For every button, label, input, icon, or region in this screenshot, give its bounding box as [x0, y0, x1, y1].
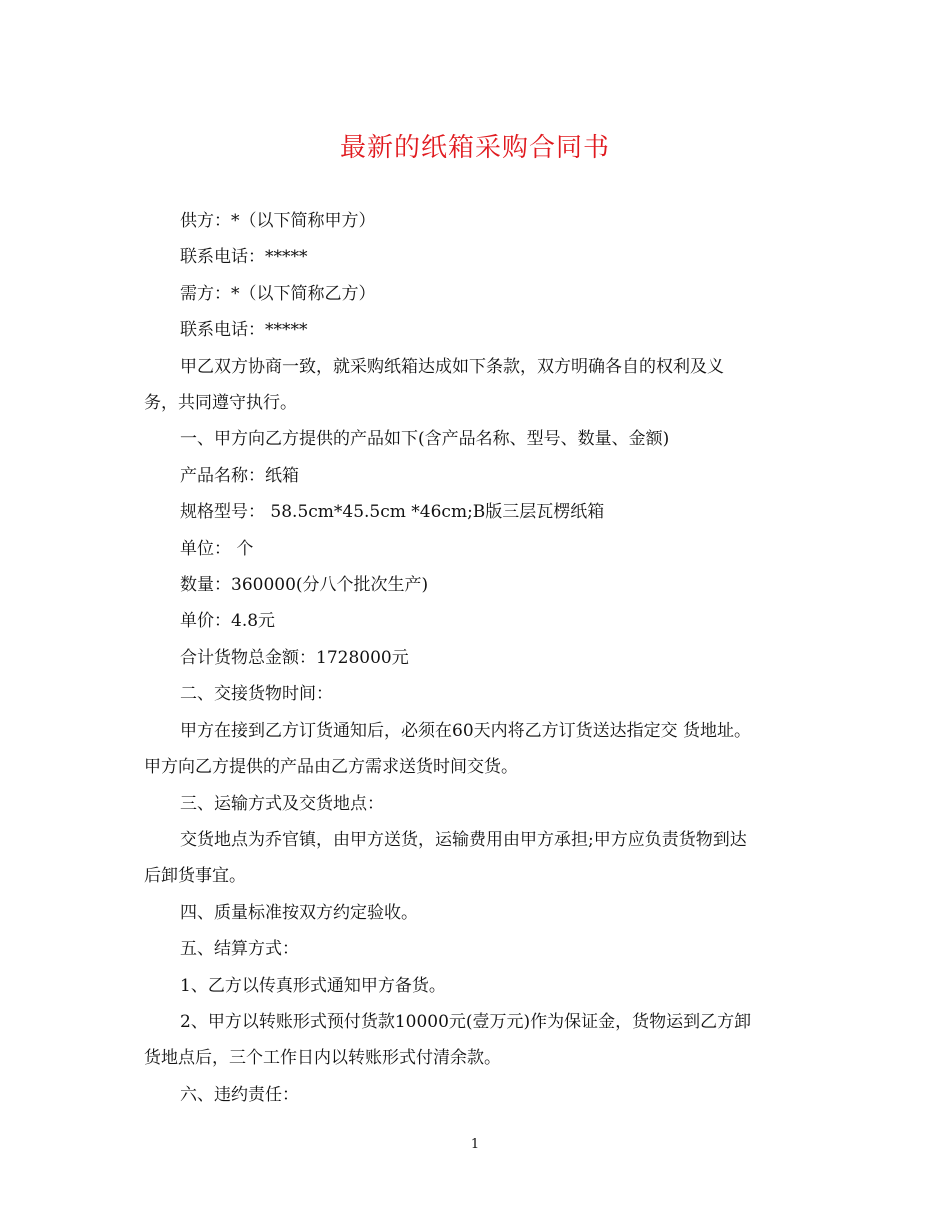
paragraph-line: 甲方在接到乙方订货通知后，必须在60天内将乙方订货送达指定交 货地址。	[180, 720, 752, 741]
paragraph-line: 甲方向乙方提供的产品由乙方需求送货时间交货。	[144, 757, 518, 778]
contract-paragraph	[144, 603, 809, 639]
document-title: 最新的纸箱采购合同书	[339, 133, 610, 163]
paragraph-line: 一、甲方向乙方提供的产品如下(含产品名称、型号、数量、金额)	[180, 429, 670, 450]
paragraph-line: 单价：4.8元	[180, 611, 276, 632]
contract-paragraph	[144, 567, 809, 603]
contract-paragraph	[144, 968, 809, 1004]
contract-paragraph	[144, 640, 809, 676]
paragraph-line: 货地点后，三个工作日内以转账形式付清余款。	[144, 1048, 501, 1069]
paragraph-line: 联系电话：*****	[180, 320, 308, 341]
contract-paragraph	[144, 349, 809, 422]
contract-paragraph	[144, 895, 809, 931]
paragraph-line: 合计货物总金额：1728000元	[180, 647, 409, 668]
paragraph-line: 联系电话：*****	[180, 247, 308, 268]
paragraph-line: 甲乙双方协商一致，就采购纸箱达成如下条款，双方明确各自的权利及义	[180, 356, 724, 377]
contract-paragraph	[144, 713, 809, 786]
contract-paragraph	[144, 494, 809, 530]
paragraph-line: 数量：360000(分八个批次生产)	[180, 575, 429, 596]
contract-paragraph	[144, 931, 809, 967]
contract-paragraph	[144, 421, 809, 457]
contract-paragraph	[144, 1077, 809, 1113]
paragraph-line: 六、违约责任：	[180, 1084, 299, 1105]
contract-paragraph	[144, 676, 809, 712]
paragraph-line: 三、运输方式及交货地点：	[180, 793, 384, 814]
paragraph-line: 交货地点为乔官镇，由甲方送货，运输费用由甲方承担;甲方应负责货物到达	[180, 829, 747, 850]
paragraph-line: 供方：*（以下简称甲方）	[180, 211, 376, 231]
paragraph-line: 务，共同遵守执行。	[144, 393, 297, 414]
contract-paragraph	[144, 276, 809, 312]
paragraph-line: 单位： 个	[180, 538, 254, 559]
contract-paragraph	[144, 239, 809, 275]
document-body	[144, 203, 809, 1113]
paragraph-line: 规格型号： 58.5cm*45.5cm *46cm;B版三层瓦楞纸箱	[180, 502, 605, 523]
contract-paragraph	[144, 458, 809, 494]
paragraph-line: 四、质量标准按双方约定验收。	[180, 902, 418, 923]
paragraph-line: 二、交接货物时间：	[180, 684, 333, 705]
paragraph-line: 需方：*（以下简称乙方）	[180, 283, 376, 304]
contract-paragraph	[144, 531, 809, 567]
paragraph-line: 产品名称：纸箱	[180, 465, 299, 486]
contract-paragraph	[144, 786, 809, 822]
contract-paragraph	[144, 822, 809, 895]
paragraph-line: 2、甲方以转账形式预付货款10000元(壹万元)作为保证金，货物运到乙方卸	[180, 1011, 752, 1032]
paragraph-line: 五、结算方式：	[180, 939, 299, 960]
contract-paragraph	[144, 1004, 809, 1077]
paragraph-line: 后卸货事宜。	[144, 866, 246, 887]
contract-paragraph	[144, 312, 809, 348]
contract-paragraph	[144, 203, 809, 239]
paragraph-line: 1、乙方以传真形式通知甲方备货。	[180, 975, 446, 996]
page-number: 1	[470, 1137, 480, 1152]
